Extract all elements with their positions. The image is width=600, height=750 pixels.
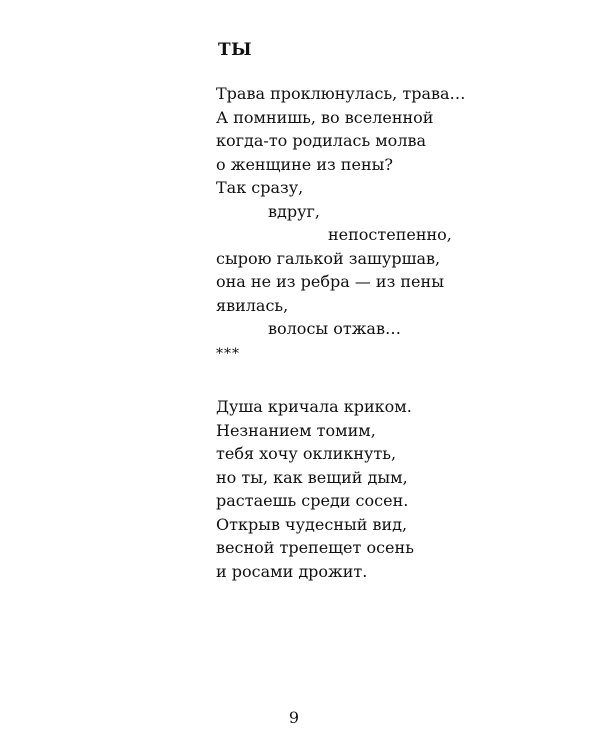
poem-line: Открыв чудесный вид, (216, 514, 408, 534)
poem-line: Душа кричала криком. (216, 397, 412, 416)
poem-stanza-1 (216, 82, 466, 341)
poem-line: но ты, как вещий дым, (216, 467, 408, 487)
poem-line: растаешь среди сосен. (216, 491, 409, 510)
section-separator: *** (216, 346, 240, 362)
poem-line: когда-то родилась молва (216, 131, 427, 150)
poem-line: А помнишь, во вселенной (216, 107, 434, 127)
poem-line: сырою галькой зашуршав, (216, 248, 441, 268)
poem-line: весной трепещет осень (216, 538, 414, 557)
poem-line: о женщине из пены? (216, 154, 393, 174)
poem-title: ТЫ (218, 40, 253, 60)
poem-line: Незнанием томим, (216, 420, 376, 440)
poem-line: Так сразу, (216, 178, 304, 197)
poem-line: вдруг, (268, 201, 320, 221)
page-number: 9 (288, 708, 300, 727)
poem-line: Трава проклюнулась, трава… (216, 84, 466, 103)
poem-line: тебя хочу окликнуть, (216, 444, 397, 463)
poem-line: она не из ребра — из пены (216, 272, 444, 291)
poem-line: и росами дрожит. (216, 561, 368, 581)
poem-line: непостепенно, (328, 225, 452, 244)
poem-line: явилась, (216, 295, 289, 315)
poem-line: волосы отжав… (268, 319, 401, 338)
poem-stanza-2 (216, 395, 414, 583)
